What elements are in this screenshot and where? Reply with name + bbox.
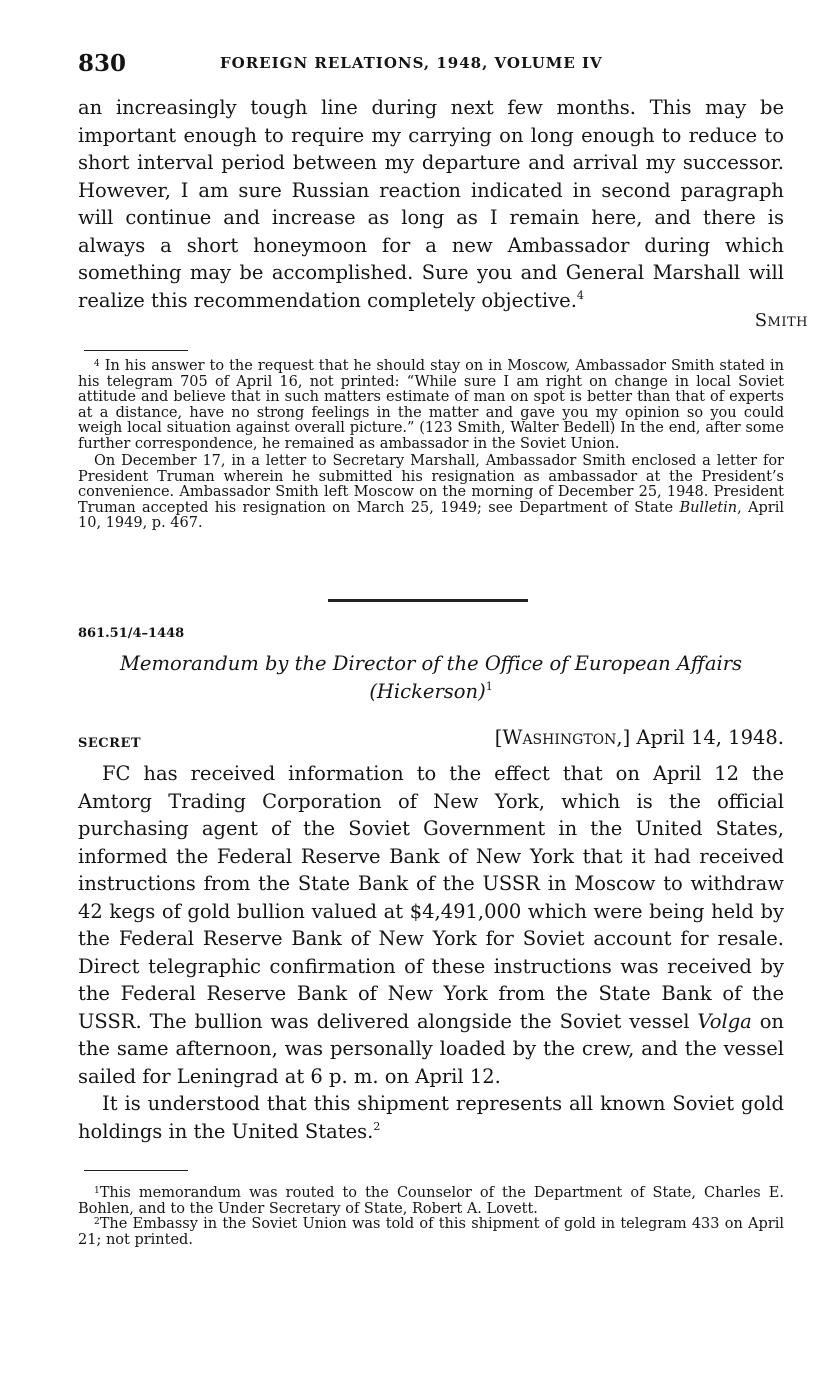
memo-title <box>78 650 784 706</box>
classification-label: SECRET <box>78 736 142 751</box>
dateline-date: April 14, 1948. <box>636 726 784 749</box>
page-number: 830 <box>78 50 127 77</box>
footnote-4-para2: On December 17, in a letter to Secretary Marshall, Ambassador Smith enclosed a letter for President Truman wherein he submitted his resignation as ambassador at the President’s convenience. Ambassador Smith left Moscow on the morning of December 25, 1948. President Truman accepted his resignation on March 25, 1949; see Department of State <box>78 453 784 516</box>
file-number: 861.51/4–1448 <box>78 626 185 641</box>
memo-footnote-divider <box>84 1170 188 1171</box>
memo-title-line1: Memorandum by the Director of the Office of European Affairs <box>119 652 743 675</box>
footnote-1-text: This memorandum was routed to the Counselor of the Department of State, Charles E. Bohlen, and to the Under Secretary of State, Robert A. Lovett. <box>78 1185 784 1217</box>
footnote-ref-4: 4 <box>576 288 584 302</box>
dateline-place: [Washington,] <box>494 726 631 749</box>
footnote-4 <box>78 359 784 532</box>
footnote-4-para2-end: , April 10, 1949, p. 467. <box>78 499 784 531</box>
dateline <box>495 726 784 749</box>
footnote-ref-1: 1 <box>485 680 493 693</box>
memo-para2-text: It is understood that this shipment represents all known Soviet gold holdings in the United States. <box>78 1092 784 1143</box>
continuation-text: an increasingly tough line during next few months. This may be important enough to require my carrying on long enough to reduce to short interval period between my departure and arrival my successor. However, I am sure Russian reaction indicated in second paragraph will continue and increase as long as I remain here, and there is always a short honeymoon for a new Ambassador during which something may be accomplished. Sure you and General Marshall will realize this recommendation completely objective. <box>78 96 784 312</box>
footnote-4-marker: 4 <box>94 359 100 369</box>
bulletin-italic: Bulletin <box>679 499 738 516</box>
memo-paragraph-2 <box>78 1090 784 1145</box>
memo-paragraph-1 <box>78 760 784 1090</box>
footnote-4-para1: In his answer to the request that he should stay on in Moscow, Ambassador Smith stated in his telegram 705 of April 16, not printed: “While sure I am right on change in local Soviet attitude and believe that in such matters estimate of man on spot is better than that of experts at a distance, have no strong feelings in the matter and gave you my opinion so you could weigh local situation against overall picture.” (123 Smith, Walter Bedell) In the end, after some further correspondence, he remained as ambassador in the Soviet Union. <box>78 358 784 452</box>
memo-title-line2: (Hickerson) <box>369 680 486 703</box>
running-title: FOREIGN RELATIONS, 1948, VOLUME IV <box>220 54 603 72</box>
continuation-paragraph <box>78 94 784 314</box>
footnote-2-marker: 2 <box>94 1217 100 1227</box>
memo-body <box>78 760 784 1145</box>
footnote-divider <box>84 350 188 351</box>
page-header <box>78 50 784 84</box>
footnote-ref-2: 2 <box>373 1119 381 1133</box>
section-separator <box>328 599 528 602</box>
memo-para1-text: FC has received information to the effect that on April 12 the Amtorg Trading Corporation of New York, which is the official purchasing agent of the Soviet Government in the United States, informed the Federal Reserve Bank of New York that it had received instructions from the State Bank of the USSR in Moscow to withdraw 42 kegs of gold bullion valued at $4,491,000 which were being held by the Federal Reserve Bank of New York for Soviet account for resale. Direct telegraphic confirmation of these instructions was received by the Federal Reserve Bank of New York from the State Bank of the USSR. The bullion was delivered alongside the Soviet vessel <box>78 762 784 1033</box>
memo-footnotes <box>78 1186 784 1248</box>
footnote-1-marker: 1 <box>94 1186 100 1196</box>
memo-para1-end: on the same afternoon, was personally loaded by the crew, and the vessel sailed for Leningrad at 6 p. m. on April 12. <box>78 1009 784 1088</box>
vessel-name: Volga <box>697 1009 752 1033</box>
footnote-1 <box>78 1186 784 1217</box>
footnote-2-text: The Embassy in the Soviet Union was told of this shipment of gold in telegram 433 on April 21; not printed. <box>78 1216 784 1248</box>
signature: Smith <box>754 310 808 331</box>
footnote-2 <box>78 1217 784 1248</box>
